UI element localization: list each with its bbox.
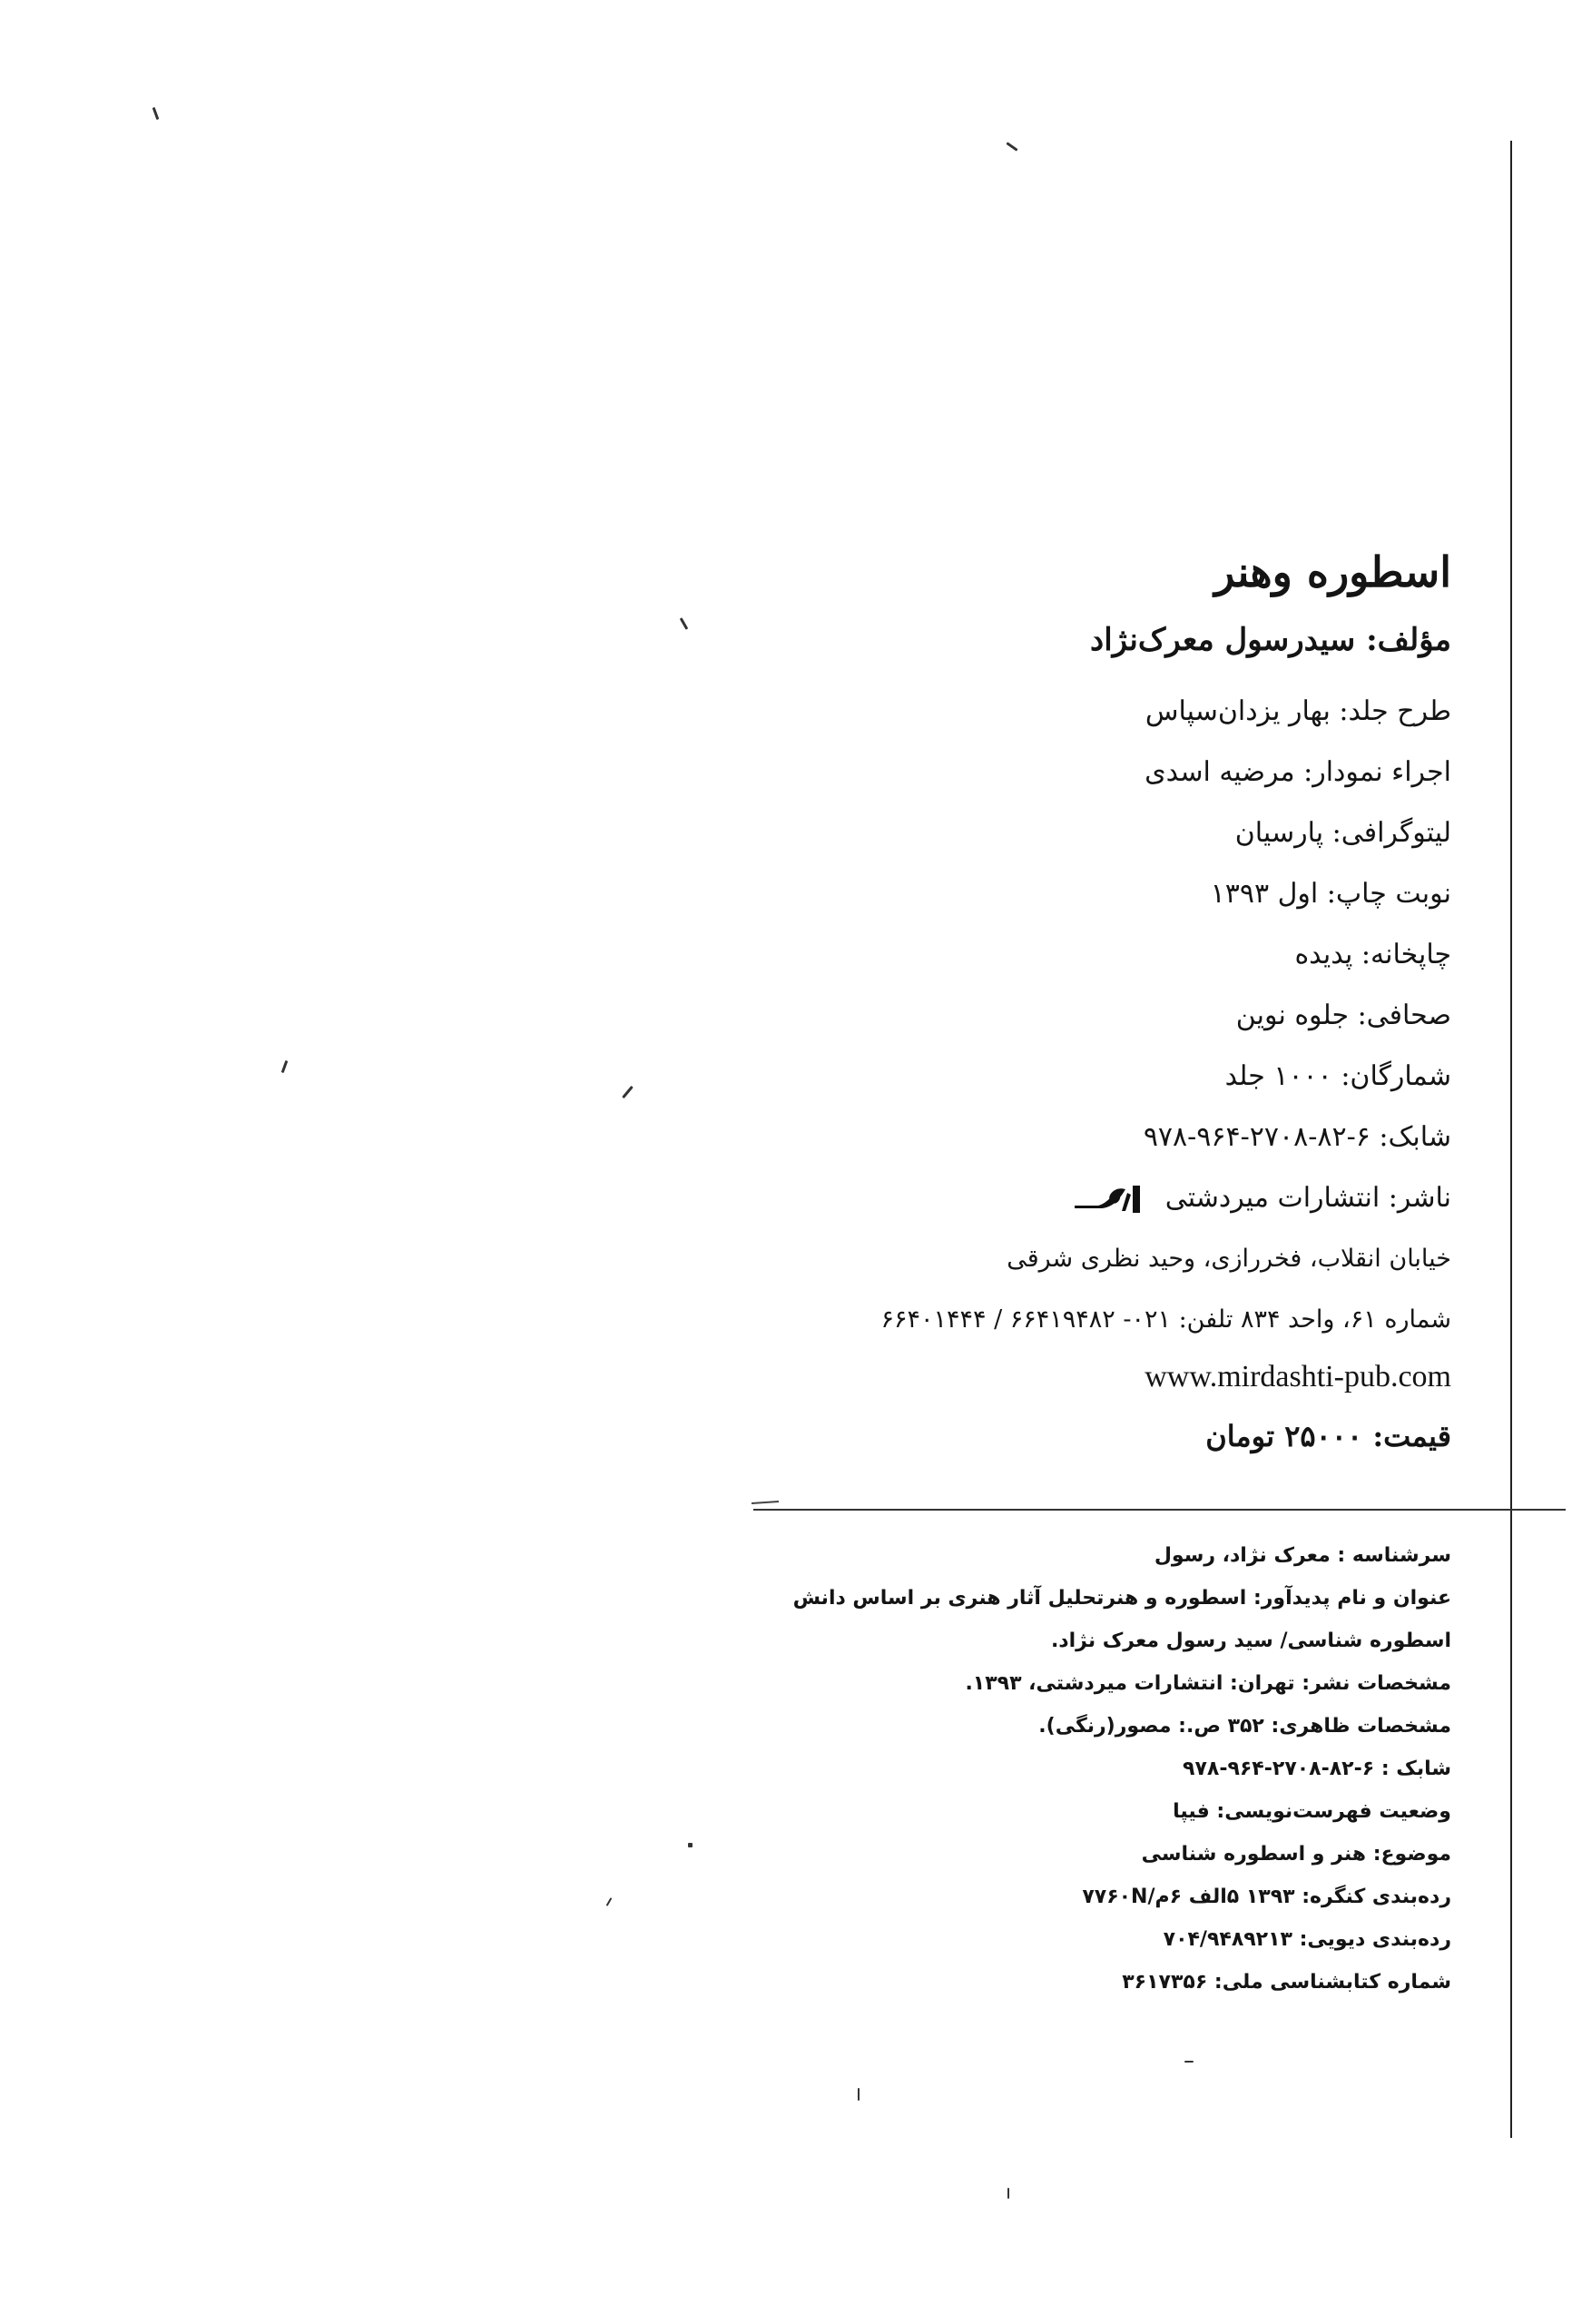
- cip-national-bibliography-number: شماره کتابشناسی ملی: ۳۶۱۷۳۵۶: [1122, 1971, 1451, 1994]
- cip-main-entry: سرشناسه : معرک نژاد، رسول: [1154, 1544, 1451, 1567]
- cip-publication: مشخصات نشر: تهران: انتشارات میردشتی، ۱۳۹۳.: [965, 1672, 1451, 1695]
- cip-lc-classification: رده‌بندی کنگره: ۱۳۹۳ ۵الف ۶م/۷۷۶۰N: [1082, 1886, 1451, 1908]
- cover-design-line: طرح جلد: بهار یزدان‌سپاس: [1145, 695, 1451, 727]
- publisher-text: ناشر: انتشارات میردشتی: [1164, 1182, 1451, 1214]
- price-line: قیمت: ۲۵۰۰۰ تومان: [1205, 1419, 1451, 1453]
- printing-house-line: چاپخانه: پدیده: [1294, 939, 1451, 970]
- scan-speck: [281, 1060, 289, 1073]
- book-title: اسطوره وهنر: [1214, 547, 1451, 596]
- cip-isbn: شابک : ۶-۸۲-۲۷۰۸-۹۶۴-۹۷۸: [1183, 1758, 1451, 1780]
- cip-physical-description: مشخصات ظاهری: ۳۵۲ ص.: مصور(رنگی).: [1038, 1715, 1451, 1738]
- address-line: خیابان انقلاب، فخررازی، وحید نظری شرقی: [1007, 1245, 1451, 1273]
- scan-speck: [1007, 2188, 1009, 2199]
- cip-subject: موضوع: هنر و اسطوره شناسی: [1141, 1843, 1451, 1866]
- scan-speck: [1006, 142, 1017, 151]
- scan-speck: [152, 107, 160, 120]
- publisher-line: [562, 1167, 1451, 1228]
- scan-speck: [688, 1843, 693, 1847]
- lithography-line: لیتوگرافی: پارسیان: [1234, 817, 1451, 849]
- publisher-logo-icon: [1071, 1184, 1144, 1215]
- print-run-line: شمارگان: ۱۰۰۰ جلد: [1224, 1060, 1451, 1092]
- horizontal-divider: [753, 1509, 1566, 1511]
- imprint-block: [562, 536, 1451, 1468]
- scan-speck: [1184, 2061, 1194, 2063]
- binding-line: صحافی: جلوه نوین: [1235, 1000, 1451, 1031]
- cip-title-statement: عنوان و نام پدیدآور: اسطوره و هنرتحلیل آثار هنری بر اساس دانش: [792, 1587, 1451, 1610]
- vertical-margin-rule: [1510, 141, 1512, 2138]
- cataloging-in-publication-block: [544, 1534, 1451, 2004]
- author-line: مؤلف: سیدرسول معرک‌نژاد: [1090, 622, 1451, 658]
- cip-title-statement-cont: اسطوره شناسی/ سید رسول معرک نژاد.: [1050, 1630, 1451, 1652]
- diagram-execution-line: اجراء نمودار: مرضیه اسدی: [1145, 756, 1451, 788]
- print-edition-line: نوبت چاپ: اول ۱۳۹۳: [1210, 878, 1451, 910]
- isbn-line: شابک: ۶-۸۲-۲۷۰۸-۹۶۴-۹۷۸: [1143, 1121, 1451, 1153]
- contact-line: شماره ۶۱، واحد ۸۳۴ تلفن: ۰۲۱- ۶۶۴۱۹۴۸۲ / ۶۶۴۰۱۴۴۴: [880, 1305, 1451, 1334]
- divider-mark: [752, 1501, 779, 1504]
- website-link[interactable]: www.mirdashti-pub.com: [1145, 1360, 1451, 1393]
- cip-cataloging-status: وضعیت فهرست‌نویسی: فیپا: [1173, 1800, 1451, 1823]
- scan-speck: [858, 2088, 860, 2101]
- cip-dewey-classification: رده‌بندی دیویی: ۷۰۴/۹۴۸۹۲۱۳: [1163, 1928, 1451, 1951]
